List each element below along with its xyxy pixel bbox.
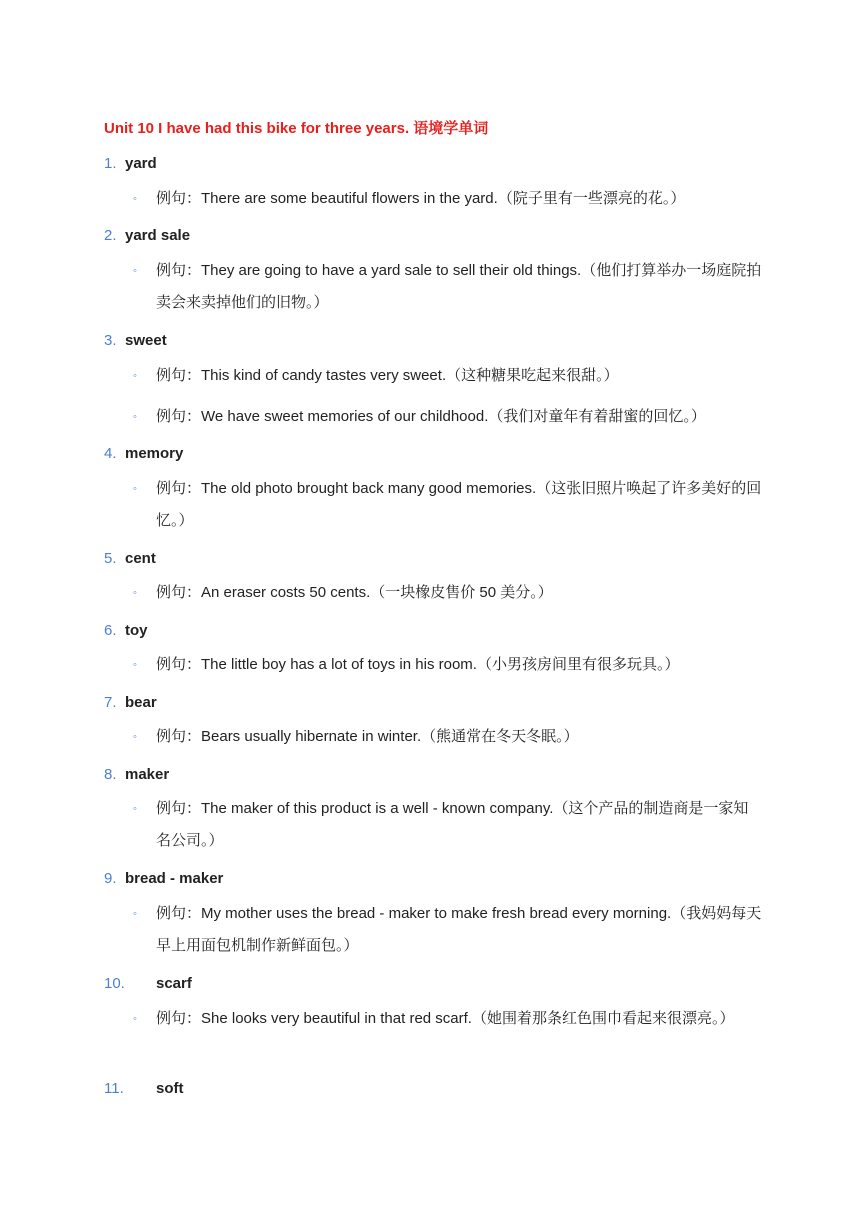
item-number: 4. (104, 445, 117, 462)
vocab-item (104, 766, 169, 783)
vocab-word: sweet (125, 332, 167, 349)
item-number: 10. (104, 975, 125, 992)
page-title: Unit 10 I have had this bike for three years. 语境学单词 (104, 120, 489, 137)
bullet-icon: ◦ (133, 803, 137, 815)
vocab-word: bread - maker (125, 870, 224, 887)
bullet-icon: ◦ (133, 265, 137, 277)
example-sentence (133, 793, 763, 857)
vocab-item (104, 550, 156, 567)
example-text: 例句：They are going to have a yard sale to sell their old things.（他们打算举办一场庭院拍卖会来卖掉他们的旧物。） (156, 262, 762, 311)
bullet-icon: ◦ (133, 483, 137, 495)
item-number: 3. (104, 332, 117, 349)
bullet-icon: ◦ (133, 370, 137, 382)
item-number: 9. (104, 870, 117, 887)
item-number: 2. (104, 227, 117, 244)
vocab-word: cent (125, 550, 156, 567)
vocab-item (104, 227, 190, 244)
vocab-word: yard (125, 155, 157, 172)
example-sentence (133, 721, 763, 753)
bullet-icon: ◦ (133, 1013, 137, 1025)
vocab-word: yard sale (125, 227, 191, 244)
example-text: 例句：An eraser costs 50 cents.（一块橡皮售价 50 美分。） (156, 584, 553, 601)
example-sentence (133, 401, 763, 433)
vocab-item (104, 975, 192, 992)
example-text: 例句：There are some beautiful flowers in the yard.（院子里有一些漂亮的花。） (156, 190, 686, 207)
example-sentence (133, 649, 763, 681)
vocab-word: memory (125, 445, 184, 462)
vocab-item (104, 622, 148, 639)
example-text: 例句：Bears usually hibernate in winter.（熊通常在冬天冬眠。） (156, 728, 579, 745)
example-text: 例句：The old photo brought back many good memories.（这张旧照片唤起了许多美好的回忆。） (156, 480, 762, 529)
item-number: 11. (104, 1080, 124, 1097)
item-number: 7. (104, 694, 117, 711)
example-sentence (133, 360, 763, 392)
bullet-icon: ◦ (133, 411, 137, 423)
vocab-item (104, 332, 167, 349)
example-text: 例句：She looks very beautiful in that red scarf.（她围着那条红色围巾看起来很漂亮。） (156, 1010, 735, 1027)
vocab-word: toy (125, 622, 148, 639)
vocab-item (104, 694, 157, 711)
example-text: 例句：We have sweet memories of our childhood.（我们对童年有着甜蜜的回忆。） (156, 408, 706, 425)
bullet-icon: ◦ (133, 908, 137, 920)
item-number: 6. (104, 622, 117, 639)
example-sentence (133, 1003, 763, 1035)
bullet-icon: ◦ (133, 193, 137, 205)
example-text: 例句：My mother uses the bread - maker to make fresh bread every morning.（我妈妈每天早上用面包机制作新鲜面包。） (156, 905, 762, 954)
vocab-item (104, 870, 223, 887)
example-sentence (133, 473, 763, 537)
bullet-icon: ◦ (133, 659, 137, 671)
item-number: 8. (104, 766, 117, 783)
example-text: 例句：The little boy has a lot of toys in his room.（小男孩房间里有很多玩具。） (156, 656, 680, 673)
vocab-word: scarf (156, 975, 192, 992)
example-sentence (133, 577, 763, 609)
vocab-word: maker (125, 766, 170, 783)
vocab-word: soft (156, 1080, 184, 1097)
vocab-word: bear (125, 694, 157, 711)
vocab-item (104, 155, 157, 172)
example-sentence (133, 255, 763, 319)
bullet-icon: ◦ (133, 731, 137, 743)
vocab-item (104, 1080, 184, 1097)
example-sentence (133, 183, 763, 215)
item-number: 1. (104, 155, 117, 172)
example-text: 例句：This kind of candy tastes very sweet.（这种糖果吃起来很甜。） (156, 367, 619, 384)
bullet-icon: ◦ (133, 587, 137, 599)
vocab-item (104, 445, 183, 462)
example-text: 例句：The maker of this product is a well - known company.（这个产品的制造商是一家知名公司。） (156, 800, 749, 849)
item-number: 5. (104, 550, 117, 567)
example-sentence (133, 898, 763, 962)
